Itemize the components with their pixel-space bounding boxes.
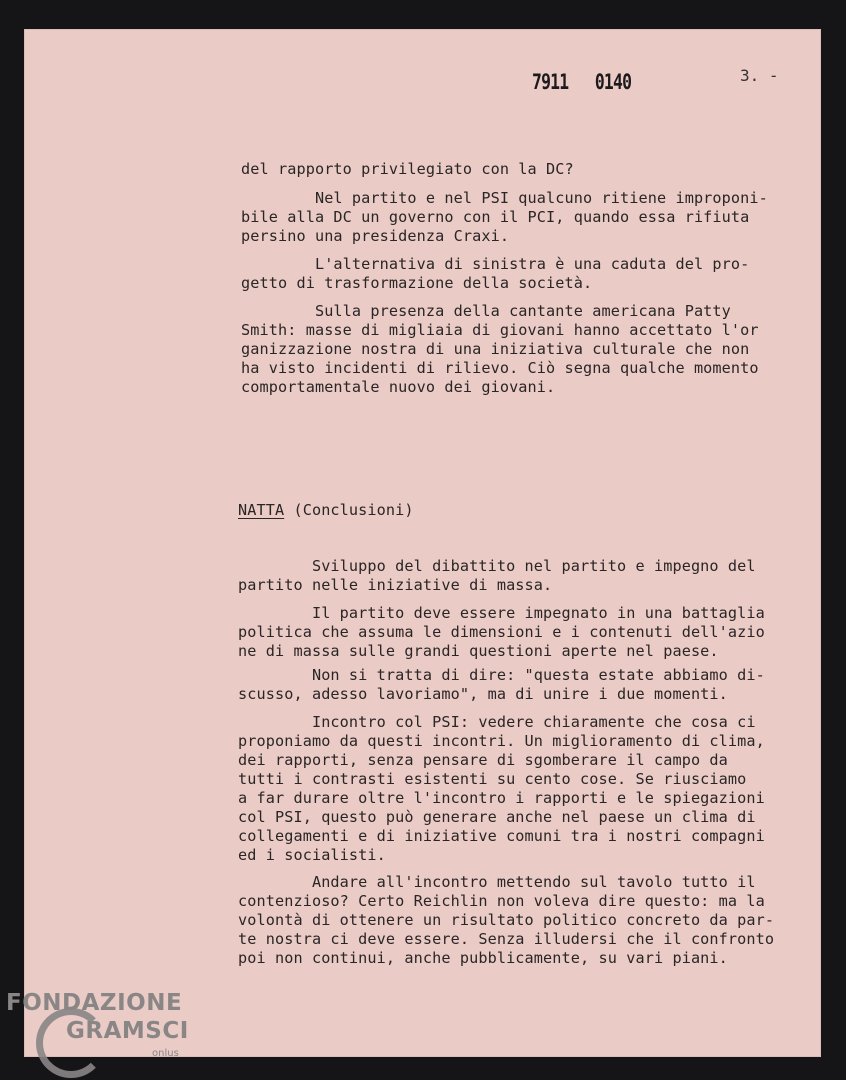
text-line: a far durare oltre l'incontro i rapporti e le spiegazioni [238, 789, 765, 807]
logo-line2: GRAMSCI [66, 1018, 189, 1044]
text-line: del rapporto privilegiato con la DC? [241, 160, 574, 178]
text-line: bile alla DC un governo con il PCI, quando essa rifiuta [241, 208, 750, 226]
text-line: scusso, adesso lavoriamo", ma di unire i due momenti. [238, 685, 728, 703]
page-number: 3. - [740, 66, 779, 85]
text-line: col PSI, questo può generare anche nel paese un clima di [238, 808, 756, 826]
speaker-name: NATTA [238, 501, 285, 519]
text-line: te nostra ci deve essere. Senza illudersi che il confronto [238, 930, 775, 948]
text-line: proponiamo da questi incontri. Un miglioramento di clima, [238, 732, 765, 750]
archive-stamp [532, 70, 658, 94]
text-line: Sviluppo del dibattito nel partito e impegno del [238, 557, 756, 575]
text-line: ed i socialisti. [238, 846, 386, 864]
text-line: comportamentale nuovo dei giovani. [241, 378, 556, 396]
logo-line3: onlus [152, 1048, 179, 1059]
text-line: Incontro col PSI: vedere chiaramente che cosa ci [238, 713, 756, 731]
text-line: ganizzazione nostra di una iniziativa culturale che non [241, 340, 750, 358]
text-line: Nel partito e nel PSI qualcuno ritiene improponi- [241, 189, 768, 207]
text-line: persino una presidenza Craxi. [241, 227, 510, 245]
text-line: collegamenti e di iniziative comuni tra i nostri compagni [238, 827, 765, 845]
text-line: Non si tratta di dire: "questa estate abbiamo di- [238, 666, 765, 684]
text-line: tutti i contrasti esistenti su cento cose. Se riusciamo [238, 770, 747, 788]
text-line: ne di massa sulle grandi questioni aperte nel paese. [238, 642, 719, 660]
text-line: Andare all'incontro mettendo sul tavolo tutto il [238, 873, 756, 891]
stamp-number-right: 0140 [594, 70, 632, 94]
text-line: getto di trasformazione della società. [241, 274, 593, 292]
text-line: partito nelle iniziative di massa. [238, 576, 553, 594]
text-line: contenzioso? Certo Reichlin non voleva dire questo: ma la [238, 892, 765, 910]
text-line: Sulla presenza della cantante americana Patty [241, 302, 731, 320]
text-line: Smith: masse di migliaia di giovani hanno accettato l'or [241, 321, 759, 339]
text-line: Il partito deve essere impegnato in una battaglia [238, 604, 765, 622]
stamp-number-left: 7911 [532, 70, 569, 94]
section-heading [238, 501, 414, 520]
text-line: ha visto incidenti di rilievo. Ciò segna qualche momento [241, 359, 759, 377]
text-line: politica che assuma le dimensioni e i contenuti dell'azio [238, 623, 765, 641]
text-line: L'alternativa di sinistra è una caduta del pro- [241, 255, 750, 273]
section-subtitle: (Conclusioni) [284, 501, 414, 519]
text-line: poi non continui, anche pubblicamente, su vari piani. [238, 949, 728, 967]
logo-line1: FONDAZIONE [6, 990, 183, 1016]
text-line: volontà di ottenere un risultato politico concreto da par- [238, 911, 775, 929]
text-line: dei rapporti, senza pensare di sgomberare il campo da [238, 751, 728, 769]
